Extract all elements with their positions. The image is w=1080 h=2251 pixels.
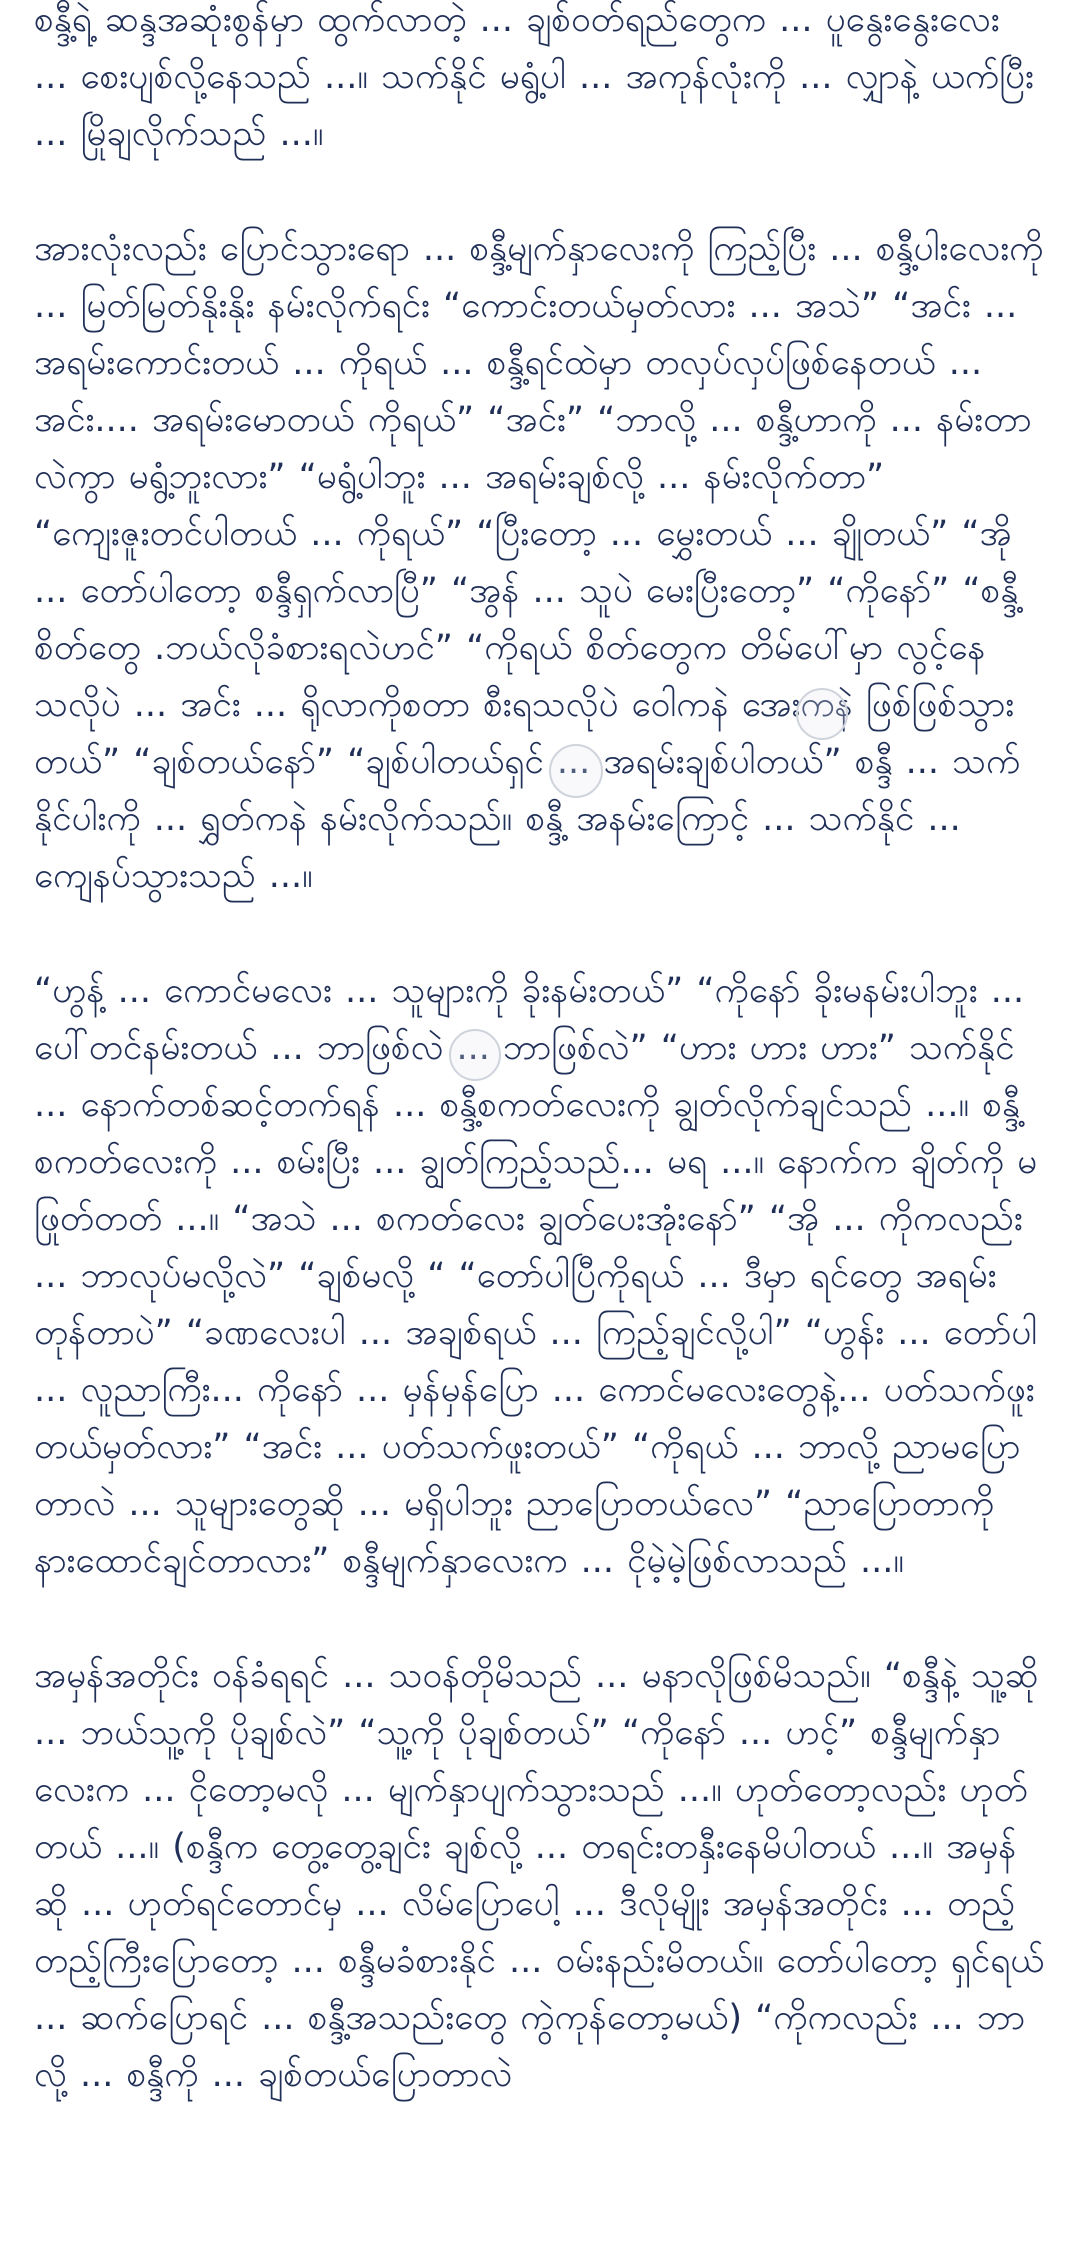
touch-indicator-ring xyxy=(549,744,603,798)
touch-indicator-ring xyxy=(449,1029,501,1081)
article-paragraph-3: “ဟွန့် ... ကောင်မလေး ... သူများကို ခိုးနမ်းတယ်” “ကိုနော် ခိုးမနမ်းပါဘူး ... ပေါ်တင်နမ်းတယ် ... ဘာဖြစ်လဲ ... ဘာဖြစ်လဲ” “ဟား ဟား ဟား” သက်နိုင် ... နောက်တစ်ဆင့်တက်ရန် ... စန္ဒီ့စကတ်လေးကို ချွတ်လိုက်ချင်သည် ...။ စန္ဒီ့ စကတ်လေးကို ... စမ်းပြီး ... ချွတ်ကြည့်သည်... မရ ...။ နောက်က ချိတ်ကို မဖြုတ်တတ် ...။ “အသဲ ... စကတ်လေး ချွတ်ပေးအုံးနော်” “အို ... ကိုကလည်း ... ဘာလုပ်မလို့လဲ” “ချစ်မလို့ “ “တော်ပါပြီကိုရယ် ... ဒီမှာ ရင်တွေ အရမ်းတုန်တာပဲ” “ခဏလေးပါ ... အချစ်ရယ် ... ကြည့်ချင်လို့ပါ” “ဟွန်း ... တော်ပါ ... လူညာကြီး... ကိုနော် ... မှန်မှန်ပြော ... ကောင်မလေးတွေနဲ့... ပတ်သက်ဖူးတယ်မှတ်လား” “အင်း ... ပတ်သက်ဖူးတယ်” “ကိုရယ် ... ဘာလို့ ညာမပြောတာလဲ ... သူများတွေဆို ... မရှိပါဘူး ညာပြောတယ်လေ” “ညာပြောတာကို နားထောင်ချင်တာလား” စန္ဒီမျက်နှာလေးက ... ငိုမဲ့မဲ့ဖြစ်လာသည် ...။ xyxy=(34,971,1038,1581)
article-paragraph-1: စန္ဒီ့ရဲ့ ဆန္ဒအဆုံးစွန်မှာ ထွက်လာတဲ့ ... ချစ်ဝတ်ရည်တွေက ... ပူနွေးနွေးလေး ... စေးပျစ်လို့နေသည် ...။ သက်နိုင် မရွံ့ပါ ... အကုန်လုံးကို ... လျှာနဲ့ ယက်ပြီး ... မြိုချလိုက်သည် ...။ xyxy=(34,0,1034,154)
article-paragraph-4: အမှန်အတိုင်း ဝန်ခံရရင် ... သဝန်တိုမိသည် ... မနာလိုဖြစ်မိသည်။ “စန္ဒီနဲ့ သူ့ဆို ... ဘယ်သူ့ကို ပိုချစ်လဲ” “သူ့ကို ပိုချစ်တယ်” “ကိုနော် ... ဟင့်” စန္ဒီမျက်နှာလေးက ... ငိုတော့မလို ... မျက်နှာပျက်သွားသည် ...။ ဟုတ်တော့လည်း ဟုတ်တယ် ...။ (စန္ဒီက တွေ့တွေ့ချင်း ချစ်လို့ ... တရင်းတနှီးနေမိပါတယ် ...။ အမှန်ဆို ... ဟုတ်ရင်တောင်မှ ... လိမ်ပြောပေါ့ ... ဒီလိုမျိုး အမှန်အတိုင်း ... တည့်တည့်ကြီးပြောတော့ ... စန္ဒီမခံစားနိုင် ... ဝမ်းနည်းမိတယ်။ တော်ပါတော့ ရှင်ရယ် ... ဆက်ပြောရင် ... စန္ဒီ့အသည်းတွေ ကွဲကုန်တော့မယ်) “ကိုကလည်း ... ဘာလို့ ... စန္ဒီကို ... ချစ်တယ်ပြောတာလဲ xyxy=(34,1656,1045,2095)
article-paragraph-2: အားလုံးလည်း ပြောင်သွားရော ... စန္ဒီ့မျက်နှာလေးကို ကြည့်ပြီး ... စန္ဒီ့ပါးလေးကို ... မြတ်မြတ်နိုးနိုး နမ်းလိုက်ရင်း “ကောင်းတယ်မှတ်လား ... အသဲ” “အင်း ... အရမ်းကောင်းတယ် ... ကိုရယ် ... စန္ဒီ့ရင်ထဲမှာ တလှပ်လှပ်ဖြစ်နေတယ် ... အင်း.... အရမ်းမောတယ် ကိုရယ်” “အင်း” “ဘာလို့ ... စန္ဒီ့ဟာကို ... နမ်းတာလဲကွာ မရွံ့ဘူးလား” “မရွံ့ပါဘူး ... အရမ်းချစ်လို့ ... နမ်းလိုက်တာ” “ကျေးဇူးတင်ပါတယ် ... ကိုရယ်” “ပြီးတော့ ... မွှေးတယ် ... ချိုတယ်” “အို ... တော်ပါတော့ စန္ဒီရှက်လာပြီ” “အွန် ... သူပဲ မေးပြီးတော့” “ကိုနော်” “စန္ဒီ့စိတ်တွေ .ဘယ်လိုခံစားရလဲဟင်” “ကိုရယ် စိတ်တွေက တိမ်ပေါ်မှာ လွင့်နေသလိုပဲ ... အင်း ... ရိုလာကိုစတာ စီးရသလိုပဲ ဝေါကနဲ အေးကနဲ ဖြစ်ဖြစ်သွားတယ်” “ချစ်တယ်နော်” “ချစ်ပါတယ်ရှင် ... အရမ်းချစ်ပါတယ်” စန္ဒီ ... သက်နိုင်ပါးကို ... ရွှတ်ကနဲ နမ်းလိုက်သည်။ စန္ဒီ့ အနမ်းကြောင့် ... သက်နိုင် ... ကျေနပ်သွားသည် ...။ xyxy=(34,229,1044,896)
touch-indicator-ring xyxy=(796,688,848,740)
article-body xyxy=(34,0,1046,2162)
